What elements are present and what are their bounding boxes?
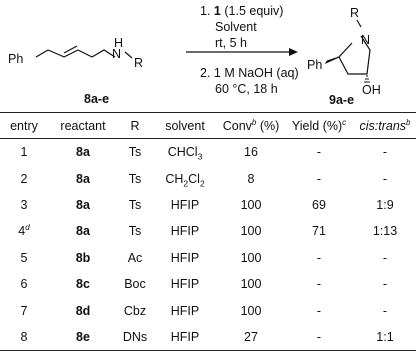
conv-cell: 100 xyxy=(240,197,262,212)
yield-cell: - xyxy=(316,171,322,186)
conv-cell: 100 xyxy=(240,277,262,292)
step1-number: 1. xyxy=(200,4,211,18)
conv-cell: 100 xyxy=(240,303,262,318)
ratio-cell: 1:9 xyxy=(376,197,394,212)
reactant-ph-label: Ph xyxy=(8,52,24,66)
step2-line2: 60 °C, 18 h xyxy=(215,82,278,96)
table-row xyxy=(0,297,416,323)
product-compound-label: 9a-e xyxy=(329,93,355,107)
entry-cell: 1 xyxy=(20,145,28,160)
reactant-cell: 8a xyxy=(76,171,90,186)
header-conv-unit: (%) xyxy=(256,118,280,133)
ratio-cell: 1:13 xyxy=(372,224,398,239)
solvent-subscript: 2 xyxy=(183,178,189,189)
ratio-cell: - xyxy=(382,250,388,265)
step1-conditions: rt, 5 h xyxy=(215,36,247,50)
ratio-cell: - xyxy=(382,145,388,160)
header-solvent: solvent xyxy=(152,113,218,139)
table-row xyxy=(0,271,416,297)
solvent-cell: HFIP xyxy=(152,324,218,351)
solvent-text: CHCl xyxy=(167,145,198,160)
table-row xyxy=(0,245,416,271)
header-conv-label: Conv xyxy=(222,118,252,133)
solvent-cell: HFIP xyxy=(170,224,200,239)
step1-reagent: 1 xyxy=(213,4,221,18)
product-n-label: N xyxy=(361,33,371,47)
product-structure xyxy=(339,20,370,74)
reactant-cell: 8c xyxy=(76,277,90,292)
product-r-label: R xyxy=(350,6,360,20)
solvent-text: CH xyxy=(165,171,184,186)
header-ratio xyxy=(354,113,416,139)
conv-cell: 16 xyxy=(244,145,258,160)
solvent-cell xyxy=(152,165,218,191)
reactant-cell: 8a xyxy=(76,145,90,160)
step1-amount: (1.5 equiv) xyxy=(224,4,284,18)
table-row xyxy=(0,165,416,191)
r-cell: Ts xyxy=(128,197,142,212)
reactant-compound-label: 8a-e xyxy=(84,92,110,106)
table-header-row xyxy=(0,113,416,139)
entry-cell: 2 xyxy=(20,171,28,186)
solvent-cell: HFIP xyxy=(170,303,200,318)
header-conv-footnote: b xyxy=(251,117,257,127)
entry-footnote: d xyxy=(25,223,30,233)
reactant-cell: 8d xyxy=(75,303,91,318)
header-conv xyxy=(218,113,284,139)
solvent-cell xyxy=(152,139,218,166)
r-cell: Ac xyxy=(127,250,143,265)
wedge-bond xyxy=(326,57,339,63)
product-oh-label: OH xyxy=(362,83,381,97)
header-yield-footnote: c xyxy=(342,117,347,127)
results-table xyxy=(0,112,416,351)
solvent-cell: HFIP xyxy=(170,277,200,292)
step1-line1 xyxy=(200,4,283,18)
table-row xyxy=(0,192,416,218)
entry-cell: 7 xyxy=(20,303,28,318)
r-cell: Cbz xyxy=(123,303,147,318)
ratio-cell: - xyxy=(382,277,388,292)
ratio-cell: - xyxy=(382,303,388,318)
header-reactant: reactant xyxy=(48,113,118,139)
r-cell: Boc xyxy=(124,277,146,292)
hashed-bond xyxy=(364,76,370,82)
step1-solvent: Solvent xyxy=(215,20,257,34)
header-ratio-label: cis:trans xyxy=(359,118,407,133)
conv-cell: 27 xyxy=(218,324,284,351)
r-cell: DNs xyxy=(118,324,152,351)
header-ratio-footnote: b xyxy=(406,117,411,127)
solvent-text-2: Cl xyxy=(188,171,200,186)
header-yield-label: Yield (%) xyxy=(291,118,343,133)
solvent-subscript: 3 xyxy=(197,151,203,162)
ratio-cell: 1:1 xyxy=(354,324,416,351)
header-yield xyxy=(284,113,354,139)
step2-line1: 2. 1 M NaOH (aq) xyxy=(200,66,299,80)
header-entry: entry xyxy=(0,113,48,139)
reactant-r-label: R xyxy=(134,56,144,70)
r-cell: Ts xyxy=(128,171,142,186)
entry-cell xyxy=(0,218,48,244)
reactant-cell: 8e xyxy=(48,324,118,351)
reactant-n-label: N xyxy=(112,47,122,61)
entry-number: 4 xyxy=(18,224,26,239)
ratio-cell: - xyxy=(382,171,388,186)
table-row xyxy=(0,139,416,166)
results-table-container xyxy=(0,112,416,351)
solvent-subscript-2: 2 xyxy=(199,178,205,189)
reactant-h-label: H xyxy=(114,36,124,50)
entry-cell: 5 xyxy=(20,250,28,265)
reactant-cell: 8b xyxy=(75,250,91,265)
entry-cell: 3 xyxy=(20,197,28,212)
solvent-cell: HFIP xyxy=(170,197,200,212)
header-r: R xyxy=(118,113,152,139)
entry-cell: 6 xyxy=(20,277,28,292)
entry-cell: 8 xyxy=(0,324,48,351)
yield-cell: - xyxy=(316,145,322,160)
solvent-cell: HFIP xyxy=(170,250,200,265)
r-cell: Ts xyxy=(128,145,142,160)
table-row xyxy=(0,218,416,244)
yield-cell: 69 xyxy=(312,197,326,212)
product-ph-label: Ph xyxy=(307,58,323,72)
reactant-cell: 8a xyxy=(76,224,90,239)
r-cell: Ts xyxy=(128,224,142,239)
yield-cell: - xyxy=(316,303,322,318)
reaction-scheme xyxy=(0,0,416,112)
reactant-cell: 8a xyxy=(76,197,90,212)
conv-cell: 100 xyxy=(240,250,262,265)
yield-cell: 71 xyxy=(312,224,326,239)
yield-cell: - xyxy=(284,324,354,351)
conv-cell: 100 xyxy=(240,224,262,239)
yield-cell: - xyxy=(316,277,322,292)
yield-cell: - xyxy=(316,250,322,265)
table-row xyxy=(0,324,416,351)
conv-cell: 8 xyxy=(247,171,255,186)
